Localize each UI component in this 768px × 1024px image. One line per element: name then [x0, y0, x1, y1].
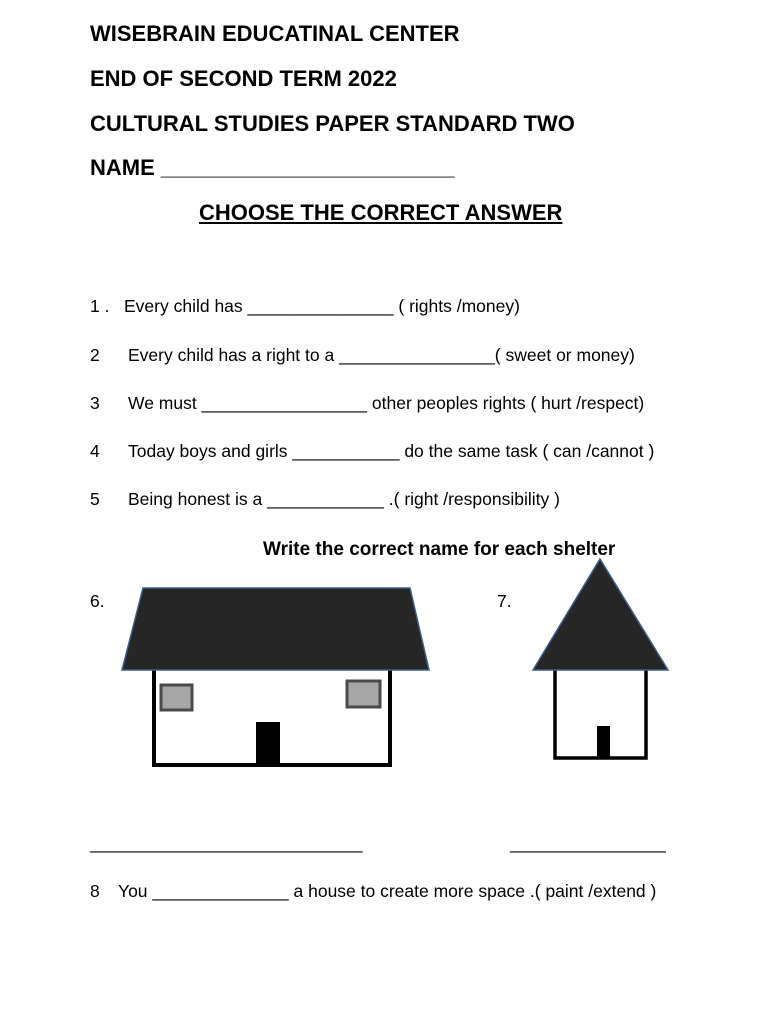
- question-text-4[interactable]: Today boys and girls ___________ do the same task ( can /cannot ): [128, 441, 655, 461]
- question-text-1[interactable]: Every child has _______________ ( rights /money): [124, 296, 520, 316]
- question-number-7: 7.: [497, 591, 512, 611]
- house-6-door: [256, 722, 280, 765]
- section-title-choose: CHOOSE THE CORRECT ANSWER: [199, 200, 563, 225]
- question-number-8: 8: [90, 881, 100, 901]
- house-7-door: [597, 726, 610, 758]
- house-6-window-right: [347, 681, 380, 707]
- question-number-5: 5: [90, 489, 100, 509]
- question-text-2[interactable]: Every child has a right to a ________________( sweet or money): [128, 345, 635, 365]
- answer-line-6[interactable]: ____________________________: [90, 833, 363, 853]
- house-7-roof: [533, 559, 668, 670]
- question-number-2: 2: [90, 345, 100, 365]
- question-number-3: 3: [90, 393, 100, 413]
- question-text-5[interactable]: Being honest is a ____________ .( right /responsibility ): [128, 489, 560, 509]
- house-6-window-left: [161, 685, 192, 710]
- exam-term: END OF SECOND TERM 2022: [90, 66, 397, 91]
- question-text-8[interactable]: You ______________ a house to create more space .( paint /extend ): [118, 881, 657, 901]
- section-title-shelter: Write the correct name for each shelter: [263, 539, 616, 560]
- name-field-label[interactable]: NAME ________________________: [90, 155, 455, 180]
- school-name: WISEBRAIN EDUCATINAL CENTER: [90, 21, 460, 46]
- question-text-3[interactable]: We must _________________ other peoples rights ( hurt /respect): [128, 393, 645, 413]
- question-number-6: 6.: [90, 591, 105, 611]
- answer-line-7[interactable]: ________________: [510, 833, 666, 853]
- house-6-roof: [122, 588, 429, 670]
- question-number-4: 4: [90, 441, 100, 461]
- paper-title: CULTURAL STUDIES PAPER STANDARD TWO: [90, 111, 575, 136]
- question-number-1: 1 .: [90, 296, 110, 316]
